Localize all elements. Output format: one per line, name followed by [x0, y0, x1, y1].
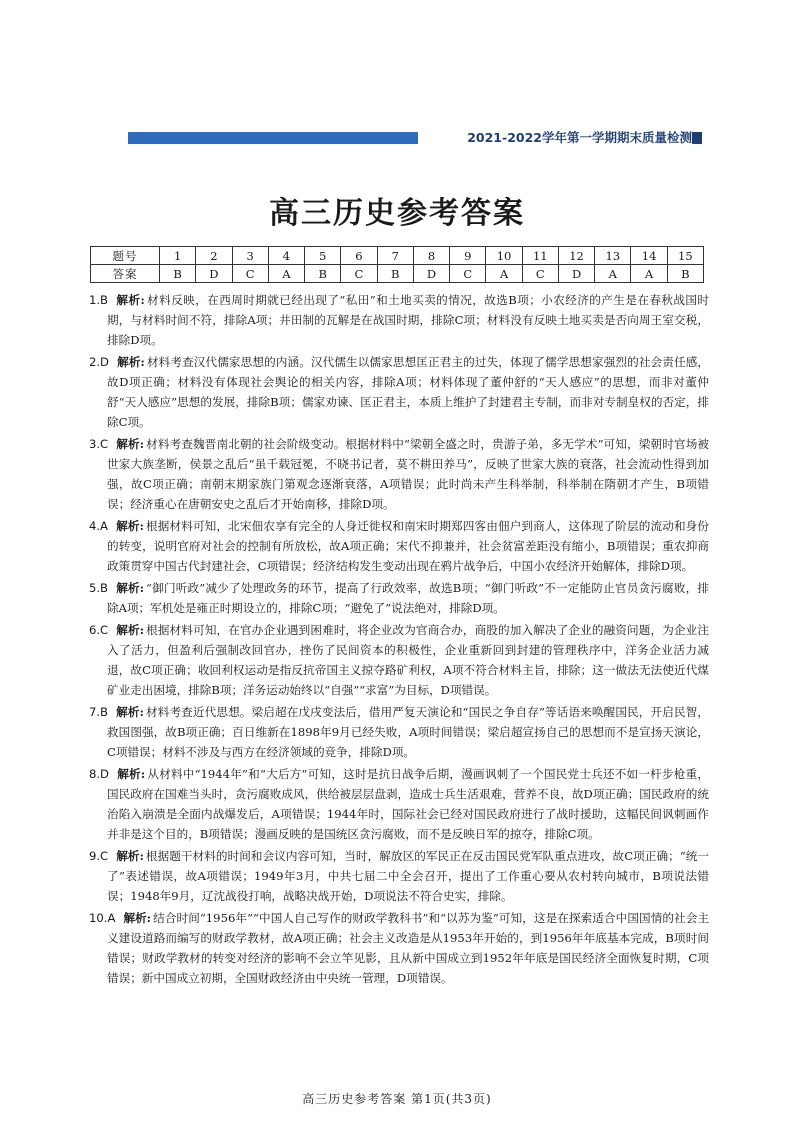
question-number: 1 [160, 247, 196, 265]
answer-cell: D [196, 265, 232, 283]
answer-cell: A [486, 265, 522, 283]
item-label: 解析: [116, 623, 145, 637]
explanation-item [89, 846, 709, 906]
item-number: 7.B [89, 705, 109, 719]
answer-cell: B [305, 265, 341, 283]
question-number: 7 [377, 247, 413, 265]
exam-caption: 2021-2022学年第一学期期末质量检测 [467, 130, 692, 145]
answer-cell: B [377, 265, 413, 283]
question-number: 10 [486, 247, 522, 265]
question-number: 2 [196, 247, 232, 265]
explanation-item [89, 620, 709, 700]
exam-header [128, 132, 702, 144]
item-text: 材料考查近代思想。梁启超在戊戌变法后，借用严复天演论和“国民之争自存”等话语来唤醒国民，开启民智，救国图强，故B项正确；百日维新在1898年9月已经失败，A项时间错误；梁启超宣扬自己的思想而不是宣扬天演论，C项错误；材料不涉及与西方在经济领域的竞争，排除D项。 [107, 705, 709, 759]
answer-cell: A [631, 265, 667, 283]
question-number: 12 [558, 247, 594, 265]
question-number: 15 [667, 247, 703, 265]
item-label: 解析: [116, 849, 144, 863]
explanation-item [89, 578, 709, 618]
row-label-number: 题号 [91, 247, 160, 265]
answer-cell: B [160, 265, 196, 283]
answer-cell: A [268, 265, 304, 283]
answer-cell: A [595, 265, 631, 283]
item-label: 解析: [116, 581, 145, 595]
question-number: 3 [232, 247, 268, 265]
answer-cell: D [413, 265, 449, 283]
answer-row [91, 265, 704, 283]
question-number: 6 [341, 247, 377, 265]
question-number: 4 [268, 247, 304, 265]
item-number: 5.B [89, 581, 109, 595]
answer-cell: C [341, 265, 377, 283]
item-number: 2.D [89, 355, 109, 369]
item-label: 解析: [116, 437, 145, 451]
explanation-item [89, 764, 709, 844]
question-number: 13 [595, 247, 631, 265]
number-row [91, 247, 704, 265]
page-title: 高三历史参考答案 [269, 196, 525, 231]
question-number: 8 [413, 247, 449, 265]
item-text: 从材料中“1944年”和“大后方”可知，这时是抗日战争后期，漫画讽刺了一个国民党士兵还不如一杆步枪重，国民政府在国难当头时，贪污腐败成风，供给被层层盘剥，造成士兵生活艰难，营养不良，故D项正确；国民政府的统治陷入崩溃是全面内战爆发后，A项错误；1944年时，国际社会已经对国民政府进行了战时援助，这幅民间讽刺画作并非是这个目的，B项错误；漫画反映的是国统区贪污腐败，而不是反映日军的掠夺，排除C项。 [107, 767, 710, 841]
answer-cell: C [232, 265, 268, 283]
answer-cell: B [667, 265, 703, 283]
answer-table [90, 246, 704, 283]
item-text: 根据材料可知，北宋佃农享有完全的人身迁徙权和南宋时期郑四客由佃户到商人，这体现了阶层的流动和身份的转变，说明官府对社会的控制有所放松，故A项正确；宋代不抑兼并，社会贫富差距没有缩小，B项错误；重农抑商政策贯穿中国古代封建社会，C项错误；经济结构发生变动出现在鸦片战争后，中国小农经济开始解体，排除D项。 [107, 519, 709, 573]
item-number: 9.C [89, 849, 109, 863]
header-stripe [128, 132, 418, 144]
item-text: 根据材料可知，在官办企业遇到困难时，将企业改为官商合办，商股的加入解决了企业的融资问题，为企业注入了活力，但盈利后强制改回官办，挫伤了民间资本的积极性，企业重新回到封建的管理秩序中，洋务企业活力减退，故C项正确；收回利权运动是指反抗帝国主义掠夺路矿利权，A项不符合材料主旨，排除；这一做法无法使近代煤矿业走出困境，排除B项；洋务运动始终以“自强”“求富”为目标，D项错误。 [107, 623, 709, 697]
question-number: 11 [522, 247, 558, 265]
explanation-item [89, 434, 709, 514]
item-text: 材料考查汉代儒家思想的内涵。汉代儒生以儒家思想匡正君主的过失，体现了儒学思想家强烈的社会责任感，故D项正确；材料没有体现社会舆论的相关内容，排除A项；材料体现了董仲舒的“天人感应”的思想，而非对董仲舒“天人感应”思想的发展，排除B项；儒家劝谏、匡正君主，本质上维护了封建君主专制，而非对专制皇权的否定，排除C项。 [107, 355, 709, 429]
item-label: 解析: [123, 911, 152, 925]
item-label: 解析: [117, 767, 146, 781]
item-number: 1.B [89, 293, 109, 307]
page-footer: 高三历史参考答案 第1页(共3页) [302, 1092, 492, 1106]
question-number: 14 [631, 247, 667, 265]
question-number: 9 [450, 247, 486, 265]
item-text: 材料考查魏晋南北朝的社会阶级变动。根据材料中“梁朝全盛之时，贵游子弟，多无学术”可知，梁朝时官场被世家大族垄断，侯景之乱后“虽千载冠冕，不晓书记者，莫不耕田养马”，反映了世家大族的衰落，社会流动性得到加强，故C项正确；南朝末期家族门第观念逐渐衰落，A项错误；此时尚未产生科举制，科举制在隋朝才产生，B项错误；经济重心在唐朝安史之乱后才开始南移，排除D项。 [107, 437, 710, 511]
explanation-item [89, 516, 709, 576]
item-text: “御门听政”减少了处理政务的环节，提高了行政效率，故选B项；“御门听政”不一定能防止官员贪污腐败，排除A项；军机处是雍正时期设立的，排除C项；“避免了”说法绝对，排除D项。 [107, 581, 709, 615]
item-number: 8.D [89, 767, 109, 781]
item-label: 解析: [116, 705, 144, 719]
row-label-answer: 答案 [91, 265, 160, 283]
item-number: 4.A [89, 519, 108, 533]
header-square [692, 132, 702, 144]
answer-explanations [89, 290, 709, 990]
answer-cell: C [450, 265, 486, 283]
answer-cell: D [558, 265, 594, 283]
item-label: 解析: [116, 293, 145, 307]
item-label: 解析: [117, 355, 145, 369]
explanation-item [89, 702, 709, 762]
explanation-item [89, 352, 709, 432]
question-number: 5 [305, 247, 341, 265]
item-number: 6.C [89, 623, 109, 637]
explanation-item [89, 908, 709, 988]
answer-cell: C [522, 265, 558, 283]
item-text: 根据题干材料的时间和会议内容可知，当时，解放区的军民正在反击国民党军队重点进攻，故C项正确；“统一了”表述错误，故A项错误；1949年3月，中共七届二中全会召开，提出了工作重心要从农村转向城市，B项说法错误；1948年9月，辽沈战役打响，战略决战开始，D项说法不符合史实，排除。 [107, 849, 709, 903]
item-label: 解析: [116, 519, 144, 533]
item-number: 10.A [89, 911, 116, 925]
item-number: 3.C [89, 437, 109, 451]
item-text: 结合时间“1956年”“中国人自己写作的财政学教科书”和“以苏为鉴”可知，这是在探索适合中国国情的社会主义建设道路而编写的财政学教材，故A项正确；社会主义改造是从1953年开始的，到1956年年底基本完成，B项时间错误；财政学教材的转变对经济的影响不会立竿见影，且从新中国成立到1952年年底是国民经济全面恢复时期，C项错误；新中国成立初期，全国财政经济由中央统一管理，D项错误。 [107, 911, 709, 985]
explanation-item [89, 290, 709, 350]
item-text: 材料反映，在西周时期就已经出现了“私田”和土地买卖的情况，故选B项；小农经济的产生是在春秋战国时期，与材料时间不符，排除A项；井田制的瓦解是在战国时期，排除C项；材料没有反映土地买卖是否向周王室交税，排除D项。 [107, 293, 709, 347]
